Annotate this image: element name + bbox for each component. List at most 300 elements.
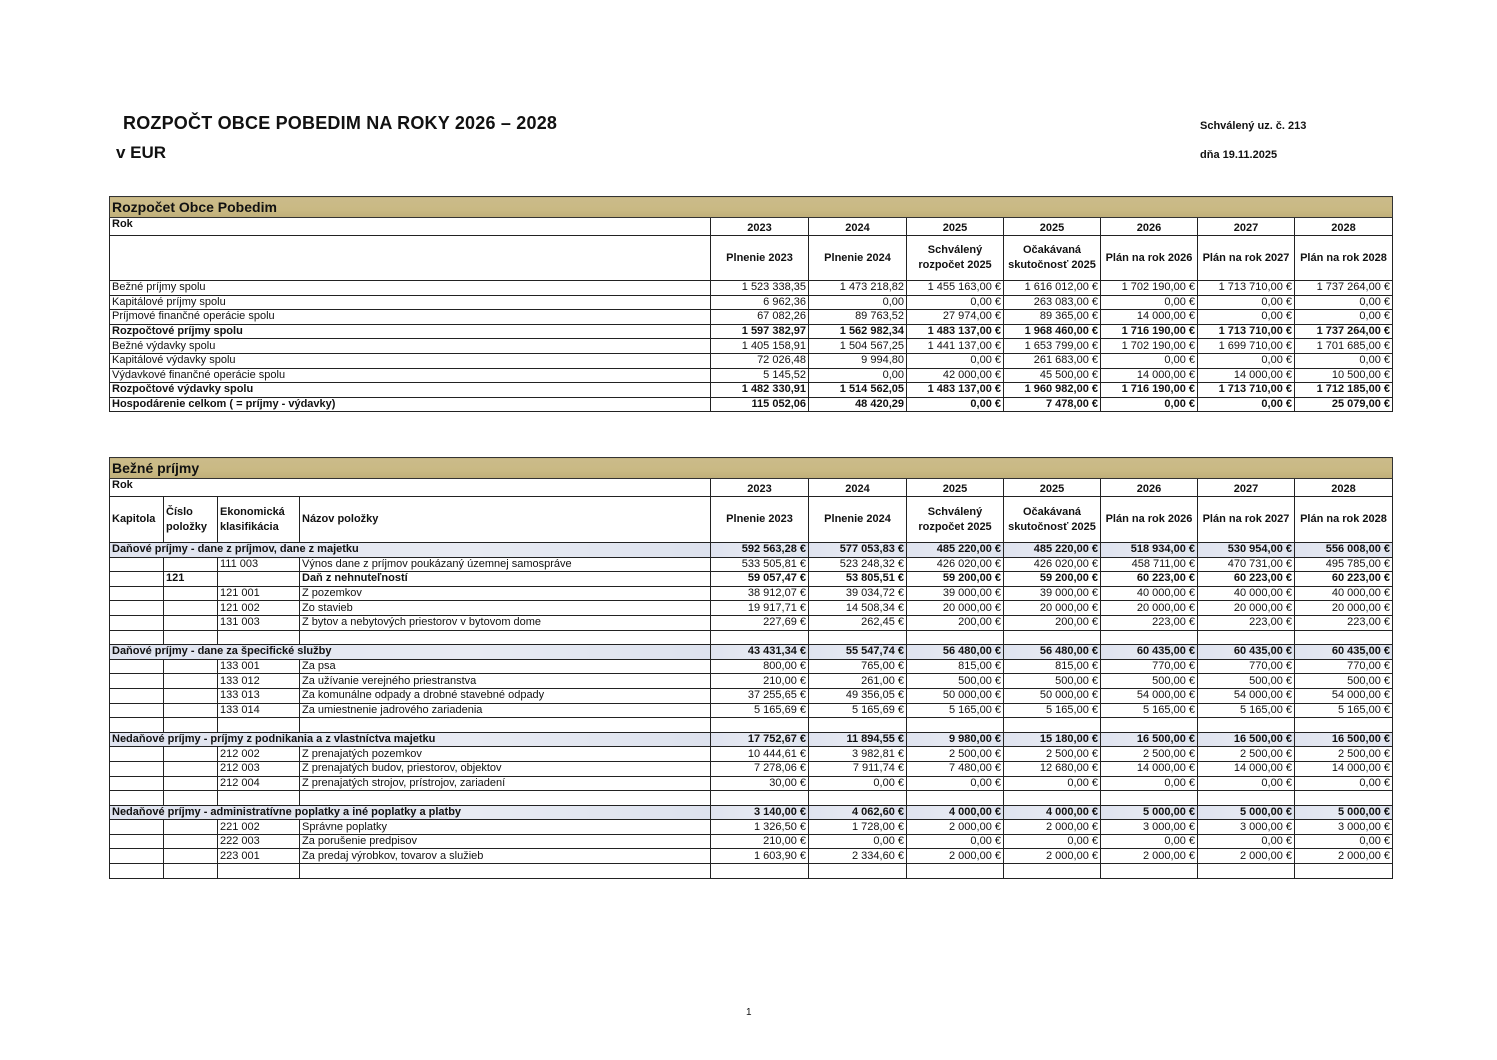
group-amount-cell: 5 000,00 € <box>1101 805 1198 820</box>
group-amount-cell: 4 000,00 € <box>907 805 1004 820</box>
amount-cell: 263 083,00 € <box>1004 295 1101 310</box>
column-header: Plnenie 2023 <box>711 236 809 281</box>
column-header: Schválený rozpočet 2025 <box>907 236 1004 281</box>
economic-code-cell: 131 003 <box>218 615 300 630</box>
empty-cell <box>711 718 809 733</box>
item-name-cell: Za porušenie predpisov <box>300 834 711 849</box>
amount-cell: 12 680,00 € <box>1004 761 1101 776</box>
economic-code-cell: 223 001 <box>218 849 300 864</box>
amount-cell: 50 000,00 € <box>907 688 1004 703</box>
amount-cell: 38 912,07 € <box>711 586 809 601</box>
amount-cell: 40 000,00 € <box>1101 586 1198 601</box>
amount-cell: 0,00 € <box>1101 353 1198 368</box>
year-label: Rok <box>110 218 711 236</box>
item-name-cell: Z prenajatých budov, priestorov, objektov <box>300 761 711 776</box>
amount-cell: 30,00 € <box>711 776 809 791</box>
row-label: Bežné príjmy spolu <box>110 281 711 296</box>
item-row <box>110 688 1393 703</box>
year-header: 2027 <box>1198 218 1295 236</box>
amount-cell: 0,00 <box>809 295 907 310</box>
group-amount-cell: 4 000,00 € <box>1004 805 1101 820</box>
group-amount-cell: 16 500,00 € <box>1295 732 1393 747</box>
group-amount-cell: 592 563,28 € <box>711 543 809 558</box>
amount-cell: 0,00 € <box>1004 776 1101 791</box>
spacer-row <box>110 630 1393 645</box>
chapter-header: Kapitola <box>110 497 164 543</box>
amount-cell: 14 000,00 € <box>1101 368 1198 383</box>
amount-cell: 1 514 562,05 <box>809 383 907 398</box>
amount-cell: 42 000,00 € <box>907 368 1004 383</box>
budget-summary-table <box>109 196 1393 412</box>
column-header: Plnenie 2023 <box>711 497 809 543</box>
empty-cell <box>1101 864 1198 879</box>
amount-cell: 20 000,00 € <box>907 601 1004 616</box>
group-amount-cell: 556 008,00 € <box>1295 543 1393 558</box>
amount-cell: 1 405 158,91 <box>711 339 809 354</box>
summary-row <box>110 397 1393 412</box>
amount-cell: 14 508,34 € <box>809 601 907 616</box>
item-row <box>110 761 1393 776</box>
amount-cell: 54 000,00 € <box>1101 688 1198 703</box>
group-amount-cell: 15 180,00 € <box>1004 732 1101 747</box>
economic-code-cell: 121 001 <box>218 586 300 601</box>
amount-cell: 14 000,00 € <box>1198 368 1295 383</box>
amount-cell: 10 500,00 € <box>1295 368 1393 383</box>
amount-cell: 765,00 € <box>809 659 907 674</box>
year-header: 2025 <box>907 479 1004 497</box>
amount-cell: 1 482 330,91 <box>711 383 809 398</box>
amount-cell: 0,00 € <box>1295 834 1393 849</box>
column-header: Plán na rok 2027 <box>1198 236 1295 281</box>
amount-cell: 14 000,00 € <box>1101 310 1198 325</box>
amount-cell: 20 000,00 € <box>1004 601 1101 616</box>
amount-cell: 426 020,00 € <box>907 557 1004 572</box>
item-number-cell <box>164 586 218 601</box>
approval-date: dňa 19.11.2025 <box>1200 149 1278 161</box>
amount-cell: 1 702 190,00 € <box>1101 281 1198 296</box>
amount-cell: 210,00 € <box>711 674 809 689</box>
amount-cell: 5 165,00 € <box>1295 703 1393 718</box>
empty-cell <box>110 864 164 879</box>
amount-cell: 7 911,74 € <box>809 761 907 776</box>
group-amount-cell: 17 752,67 € <box>711 732 809 747</box>
item-number-cell <box>164 820 218 835</box>
summary-row <box>110 281 1393 296</box>
empty-cell <box>711 630 809 645</box>
empty-cell <box>907 630 1004 645</box>
group-row <box>110 732 1393 747</box>
empty-cell <box>110 791 164 806</box>
amount-cell: 48 420,29 <box>809 397 907 412</box>
page-number: 1 <box>746 1007 752 1018</box>
amount-cell: 261,00 € <box>809 674 907 689</box>
empty-cell <box>1198 864 1295 879</box>
group-amount-cell: 43 431,34 € <box>711 645 809 660</box>
year-header: 2025 <box>1004 218 1101 236</box>
amount-cell: 2 500,00 € <box>1295 747 1393 762</box>
amount-cell: 40 000,00 € <box>1198 586 1295 601</box>
amount-cell: 7 278,06 € <box>711 761 809 776</box>
amount-cell: 72 026,48 <box>711 353 809 368</box>
item-name-cell: Z pozemkov <box>300 586 711 601</box>
amount-cell: 0,00 € <box>1101 397 1198 412</box>
amount-cell: 1 702 190,00 € <box>1101 339 1198 354</box>
amount-cell: 1 716 190,00 € <box>1101 383 1198 398</box>
group-row <box>110 543 1393 558</box>
amount-cell: 1 616 012,00 € <box>1004 281 1101 296</box>
empty-cell <box>711 791 809 806</box>
approval-resolution: Schválený uz. č. 213 <box>1200 120 1307 132</box>
amount-cell: 19 917,71 € <box>711 601 809 616</box>
item-row <box>110 557 1393 572</box>
amount-cell: 262,45 € <box>809 615 907 630</box>
group-amount-cell: 60 435,00 € <box>1198 645 1295 660</box>
amount-cell: 1 712 185,00 € <box>1295 383 1393 398</box>
column-header: Plnenie 2024 <box>809 236 907 281</box>
item-row <box>110 674 1393 689</box>
revenue-column-header-row <box>110 497 1393 543</box>
amount-cell: 223,00 € <box>1101 615 1198 630</box>
amount-cell: 800,00 € <box>711 659 809 674</box>
amount-cell: 815,00 € <box>1004 659 1101 674</box>
group-row <box>110 645 1393 660</box>
revenue-caption-row <box>110 458 1393 479</box>
empty-cell <box>1198 791 1295 806</box>
economic-code-cell: 121 002 <box>218 601 300 616</box>
economic-code-cell: 133 012 <box>218 674 300 689</box>
amount-cell: 500,00 € <box>1198 674 1295 689</box>
empty-cell <box>809 718 907 733</box>
amount-cell: 0,00 € <box>1198 295 1295 310</box>
item-name-cell: Z bytov a nebytových priestorov v bytovom dome <box>300 615 711 630</box>
empty-cell <box>218 718 300 733</box>
summary-row <box>110 339 1393 354</box>
empty-cell <box>218 864 300 879</box>
summary-row <box>110 324 1393 339</box>
column-header: Plán na rok 2028 <box>1295 236 1393 281</box>
chapter-cell <box>110 776 164 791</box>
amount-cell: 500,00 € <box>1004 674 1101 689</box>
empty-cell <box>300 630 711 645</box>
amount-cell: 1 968 460,00 € <box>1004 324 1101 339</box>
amount-cell: 45 500,00 € <box>1004 368 1101 383</box>
economic-code-cell: 221 002 <box>218 820 300 835</box>
summary-row <box>110 383 1393 398</box>
amount-cell: 0,00 € <box>1198 834 1295 849</box>
amount-cell: 0,00 € <box>1101 295 1198 310</box>
group-row <box>110 805 1393 820</box>
amount-cell: 210,00 € <box>711 834 809 849</box>
amount-cell: 200,00 € <box>907 615 1004 630</box>
item-row <box>110 849 1393 864</box>
amount-cell: 37 255,65 € <box>711 688 809 703</box>
empty-cell <box>907 791 1004 806</box>
group-amount-cell: 56 480,00 € <box>1004 645 1101 660</box>
row-label: Rozpočtové príjmy spolu <box>110 324 711 339</box>
amount-cell: 2 000,00 € <box>1004 849 1101 864</box>
amount-cell: 0,00 € <box>907 295 1004 310</box>
amount-cell: 20 000,00 € <box>1295 601 1393 616</box>
amount-cell: 1 701 685,00 € <box>1295 339 1393 354</box>
amount-cell: 14 000,00 € <box>1295 761 1393 776</box>
year-header: 2028 <box>1295 218 1393 236</box>
empty-cell <box>809 630 907 645</box>
amount-cell: 1 728,00 € <box>809 820 907 835</box>
group-amount-cell: 56 480,00 € <box>907 645 1004 660</box>
amount-cell: 60 223,00 € <box>1295 572 1393 587</box>
amount-cell: 1 562 982,34 <box>809 324 907 339</box>
amount-cell: 0,00 € <box>1295 295 1393 310</box>
group-amount-cell: 55 547,74 € <box>809 645 907 660</box>
spacer-row <box>110 718 1393 733</box>
amount-cell: 2 000,00 € <box>907 820 1004 835</box>
amount-cell: 0,00 € <box>1101 834 1198 849</box>
item-name-cell: Za psa <box>300 659 711 674</box>
column-header: Plán na rok 2026 <box>1101 497 1198 543</box>
amount-cell: 54 000,00 € <box>1295 688 1393 703</box>
spacer-row <box>110 791 1393 806</box>
item-name-cell: Výnos dane z príjmov poukázaný územnej samospráve <box>300 557 711 572</box>
year-header: 2023 <box>711 479 809 497</box>
amount-cell: 1 653 799,00 € <box>1004 339 1101 354</box>
amount-cell: 0,00 € <box>1198 776 1295 791</box>
group-label: Daňové príjmy - dane za špecifické služby <box>110 645 711 660</box>
amount-cell: 1 455 163,00 € <box>907 281 1004 296</box>
amount-cell: 1 737 264,00 € <box>1295 324 1393 339</box>
revenue-caption: Bežné príjmy <box>110 458 1393 479</box>
group-amount-cell: 577 053,83 € <box>809 543 907 558</box>
item-name-cell: Zo stavieb <box>300 601 711 616</box>
row-label: Hospodárenie celkom ( = príjmy - výdavky) <box>110 397 711 412</box>
item-name-cell: Daň z nehnuteľností <box>300 572 711 587</box>
amount-cell: 523 248,32 € <box>809 557 907 572</box>
amount-cell: 6 962,36 <box>711 295 809 310</box>
item-row <box>110 776 1393 791</box>
amount-cell: 1 483 137,00 € <box>907 383 1004 398</box>
amount-cell: 40 000,00 € <box>1295 586 1393 601</box>
chapter-cell <box>110 834 164 849</box>
empty-cell <box>1198 718 1295 733</box>
column-header: Plán na rok 2028 <box>1295 497 1393 543</box>
amount-cell: 49 356,05 € <box>809 688 907 703</box>
amount-cell: 200,00 € <box>1004 615 1101 630</box>
group-label: Nedaňové príjmy - príjmy z podnikania a z vlastníctva majetku <box>110 732 711 747</box>
amount-cell: 39 000,00 € <box>907 586 1004 601</box>
item-number-cell <box>164 834 218 849</box>
empty-cell <box>1295 864 1393 879</box>
item-number-cell <box>164 703 218 718</box>
empty-cell <box>1295 791 1393 806</box>
empty-cell <box>300 864 711 879</box>
chapter-cell <box>110 572 164 587</box>
chapter-cell <box>110 820 164 835</box>
item-name-cell: Z prenajatých strojov, prístrojov, zariadení <box>300 776 711 791</box>
blank-header-cell <box>110 236 711 281</box>
empty-cell <box>907 718 1004 733</box>
amount-cell: 53 805,51 € <box>809 572 907 587</box>
summary-row <box>110 295 1393 310</box>
amount-cell: 1 326,50 € <box>711 820 809 835</box>
empty-cell <box>164 718 218 733</box>
amount-cell: 1 504 567,25 <box>809 339 907 354</box>
group-amount-cell: 518 934,00 € <box>1101 543 1198 558</box>
amount-cell: 1 483 137,00 € <box>907 324 1004 339</box>
chapter-cell <box>110 688 164 703</box>
item-number-cell <box>164 674 218 689</box>
summary-row <box>110 310 1393 325</box>
amount-cell: 115 052,06 <box>711 397 809 412</box>
amount-cell: 227,69 € <box>711 615 809 630</box>
amount-cell: 1 473 218,82 <box>809 281 907 296</box>
amount-cell: 2 334,60 € <box>809 849 907 864</box>
group-amount-cell: 485 220,00 € <box>1004 543 1101 558</box>
group-amount-cell: 11 894,55 € <box>809 732 907 747</box>
group-amount-cell: 60 435,00 € <box>1295 645 1393 660</box>
row-label: Kapitálové výdavky spolu <box>110 353 711 368</box>
document-title: ROZPOČT OBCE POBEDIM NA ROKY 2026 – 2028 <box>123 113 558 133</box>
economic-code-cell: 212 002 <box>218 747 300 762</box>
group-amount-cell: 485 220,00 € <box>907 543 1004 558</box>
summary-row <box>110 368 1393 383</box>
economic-code-cell: 133 014 <box>218 703 300 718</box>
empty-cell <box>1295 718 1393 733</box>
amount-cell: 0,00 € <box>1198 310 1295 325</box>
empty-cell <box>218 630 300 645</box>
group-amount-cell: 9 980,00 € <box>907 732 1004 747</box>
economic-code-cell: 212 004 <box>218 776 300 791</box>
row-label: Rozpočtové výdavky spolu <box>110 383 711 398</box>
amount-cell: 7 478,00 € <box>1004 397 1101 412</box>
item-number-cell <box>164 776 218 791</box>
amount-cell: 7 480,00 € <box>907 761 1004 776</box>
amount-cell: 59 200,00 € <box>907 572 1004 587</box>
amount-cell: 261 683,00 € <box>1004 353 1101 368</box>
year-header: 2025 <box>907 218 1004 236</box>
item-row <box>110 601 1393 616</box>
amount-cell: 1 737 264,00 € <box>1295 281 1393 296</box>
current-revenue-table <box>109 457 1393 879</box>
column-header: Plán na rok 2027 <box>1198 497 1295 543</box>
item-row <box>110 586 1393 601</box>
amount-cell: 67 082,26 <box>711 310 809 325</box>
amount-cell: 495 785,00 € <box>1295 557 1393 572</box>
amount-cell: 770,00 € <box>1198 659 1295 674</box>
amount-cell: 14 000,00 € <box>1101 761 1198 776</box>
amount-cell: 1 960 982,00 € <box>1004 383 1101 398</box>
amount-cell: 5 165,00 € <box>1004 703 1101 718</box>
item-number-cell <box>164 615 218 630</box>
amount-cell: 59 057,47 € <box>711 572 809 587</box>
economic-classification-header: Ekonomická klasifikácia <box>218 497 300 543</box>
amount-cell: 500,00 € <box>1101 674 1198 689</box>
amount-cell: 10 444,61 € <box>711 747 809 762</box>
amount-cell: 500,00 € <box>1295 674 1393 689</box>
amount-cell: 0,00 € <box>907 353 1004 368</box>
column-header: Schválený rozpočet 2025 <box>907 497 1004 543</box>
amount-cell: 0,00 € <box>907 397 1004 412</box>
empty-cell <box>1101 630 1198 645</box>
empty-cell <box>711 864 809 879</box>
amount-cell: 2 500,00 € <box>1004 747 1101 762</box>
chapter-cell <box>110 849 164 864</box>
amount-cell: 5 165,00 € <box>1198 703 1295 718</box>
amount-cell: 2 500,00 € <box>907 747 1004 762</box>
row-label: Bežné výdavky spolu <box>110 339 711 354</box>
empty-cell <box>110 630 164 645</box>
amount-cell: 9 994,80 <box>809 353 907 368</box>
amount-cell: 2 000,00 € <box>907 849 1004 864</box>
item-number-cell <box>164 601 218 616</box>
amount-cell: 1 716 190,00 € <box>1101 324 1198 339</box>
amount-cell: 458 711,00 € <box>1101 557 1198 572</box>
amount-cell: 0,00 € <box>1295 310 1393 325</box>
amount-cell: 60 223,00 € <box>1198 572 1295 587</box>
group-label: Daňové príjmy - dane z príjmov, dane z majetku <box>110 543 711 558</box>
item-name-cell: Za umiestnenie jadrového zariadenia <box>300 703 711 718</box>
amount-cell: 3 000,00 € <box>1295 820 1393 835</box>
chapter-cell <box>110 747 164 762</box>
chapter-cell <box>110 761 164 776</box>
amount-cell: 59 200,00 € <box>1004 572 1101 587</box>
amount-cell: 223,00 € <box>1295 615 1393 630</box>
amount-cell: 20 000,00 € <box>1198 601 1295 616</box>
empty-cell <box>164 864 218 879</box>
item-row <box>110 703 1393 718</box>
empty-cell <box>300 791 711 806</box>
item-name-cell: Za predaj výrobkov, tovarov a služieb <box>300 849 711 864</box>
item-row <box>110 659 1393 674</box>
item-number-cell: 121 <box>164 572 218 587</box>
amount-cell: 770,00 € <box>1295 659 1393 674</box>
amount-cell: 27 974,00 € <box>907 310 1004 325</box>
item-row <box>110 747 1393 762</box>
empty-cell <box>1004 864 1101 879</box>
group-amount-cell: 5 000,00 € <box>1198 805 1295 820</box>
economic-code-cell <box>218 572 300 587</box>
year-header: 2024 <box>809 479 907 497</box>
item-number-cell <box>164 688 218 703</box>
economic-code-cell: 111 003 <box>218 557 300 572</box>
amount-cell: 5 145,52 <box>711 368 809 383</box>
item-number-cell <box>164 761 218 776</box>
amount-cell: 470 731,00 € <box>1198 557 1295 572</box>
economic-code-cell: 212 003 <box>218 761 300 776</box>
amount-cell: 5 165,69 € <box>711 703 809 718</box>
amount-cell: 0,00 <box>809 368 907 383</box>
amount-cell: 0,00 € <box>1295 353 1393 368</box>
group-amount-cell: 16 500,00 € <box>1101 732 1198 747</box>
amount-cell: 2 000,00 € <box>1004 820 1101 835</box>
year-header: 2027 <box>1198 479 1295 497</box>
summary-year-row <box>110 218 1393 236</box>
amount-cell: 60 223,00 € <box>1101 572 1198 587</box>
currency-label: v EUR <box>116 143 167 162</box>
amount-cell: 1 603,90 € <box>711 849 809 864</box>
empty-cell <box>110 718 164 733</box>
empty-cell <box>1295 630 1393 645</box>
year-header: 2026 <box>1101 218 1198 236</box>
year-header: 2024 <box>809 218 907 236</box>
chapter-cell <box>110 601 164 616</box>
amount-cell: 0,00 € <box>1198 397 1295 412</box>
row-label: Príjmové finančné operácie spolu <box>110 310 711 325</box>
empty-cell <box>809 791 907 806</box>
economic-code-cell: 133 001 <box>218 659 300 674</box>
empty-cell <box>1101 718 1198 733</box>
amount-cell: 2 000,00 € <box>1198 849 1295 864</box>
amount-cell: 3 000,00 € <box>1101 820 1198 835</box>
amount-cell: 0,00 € <box>809 776 907 791</box>
